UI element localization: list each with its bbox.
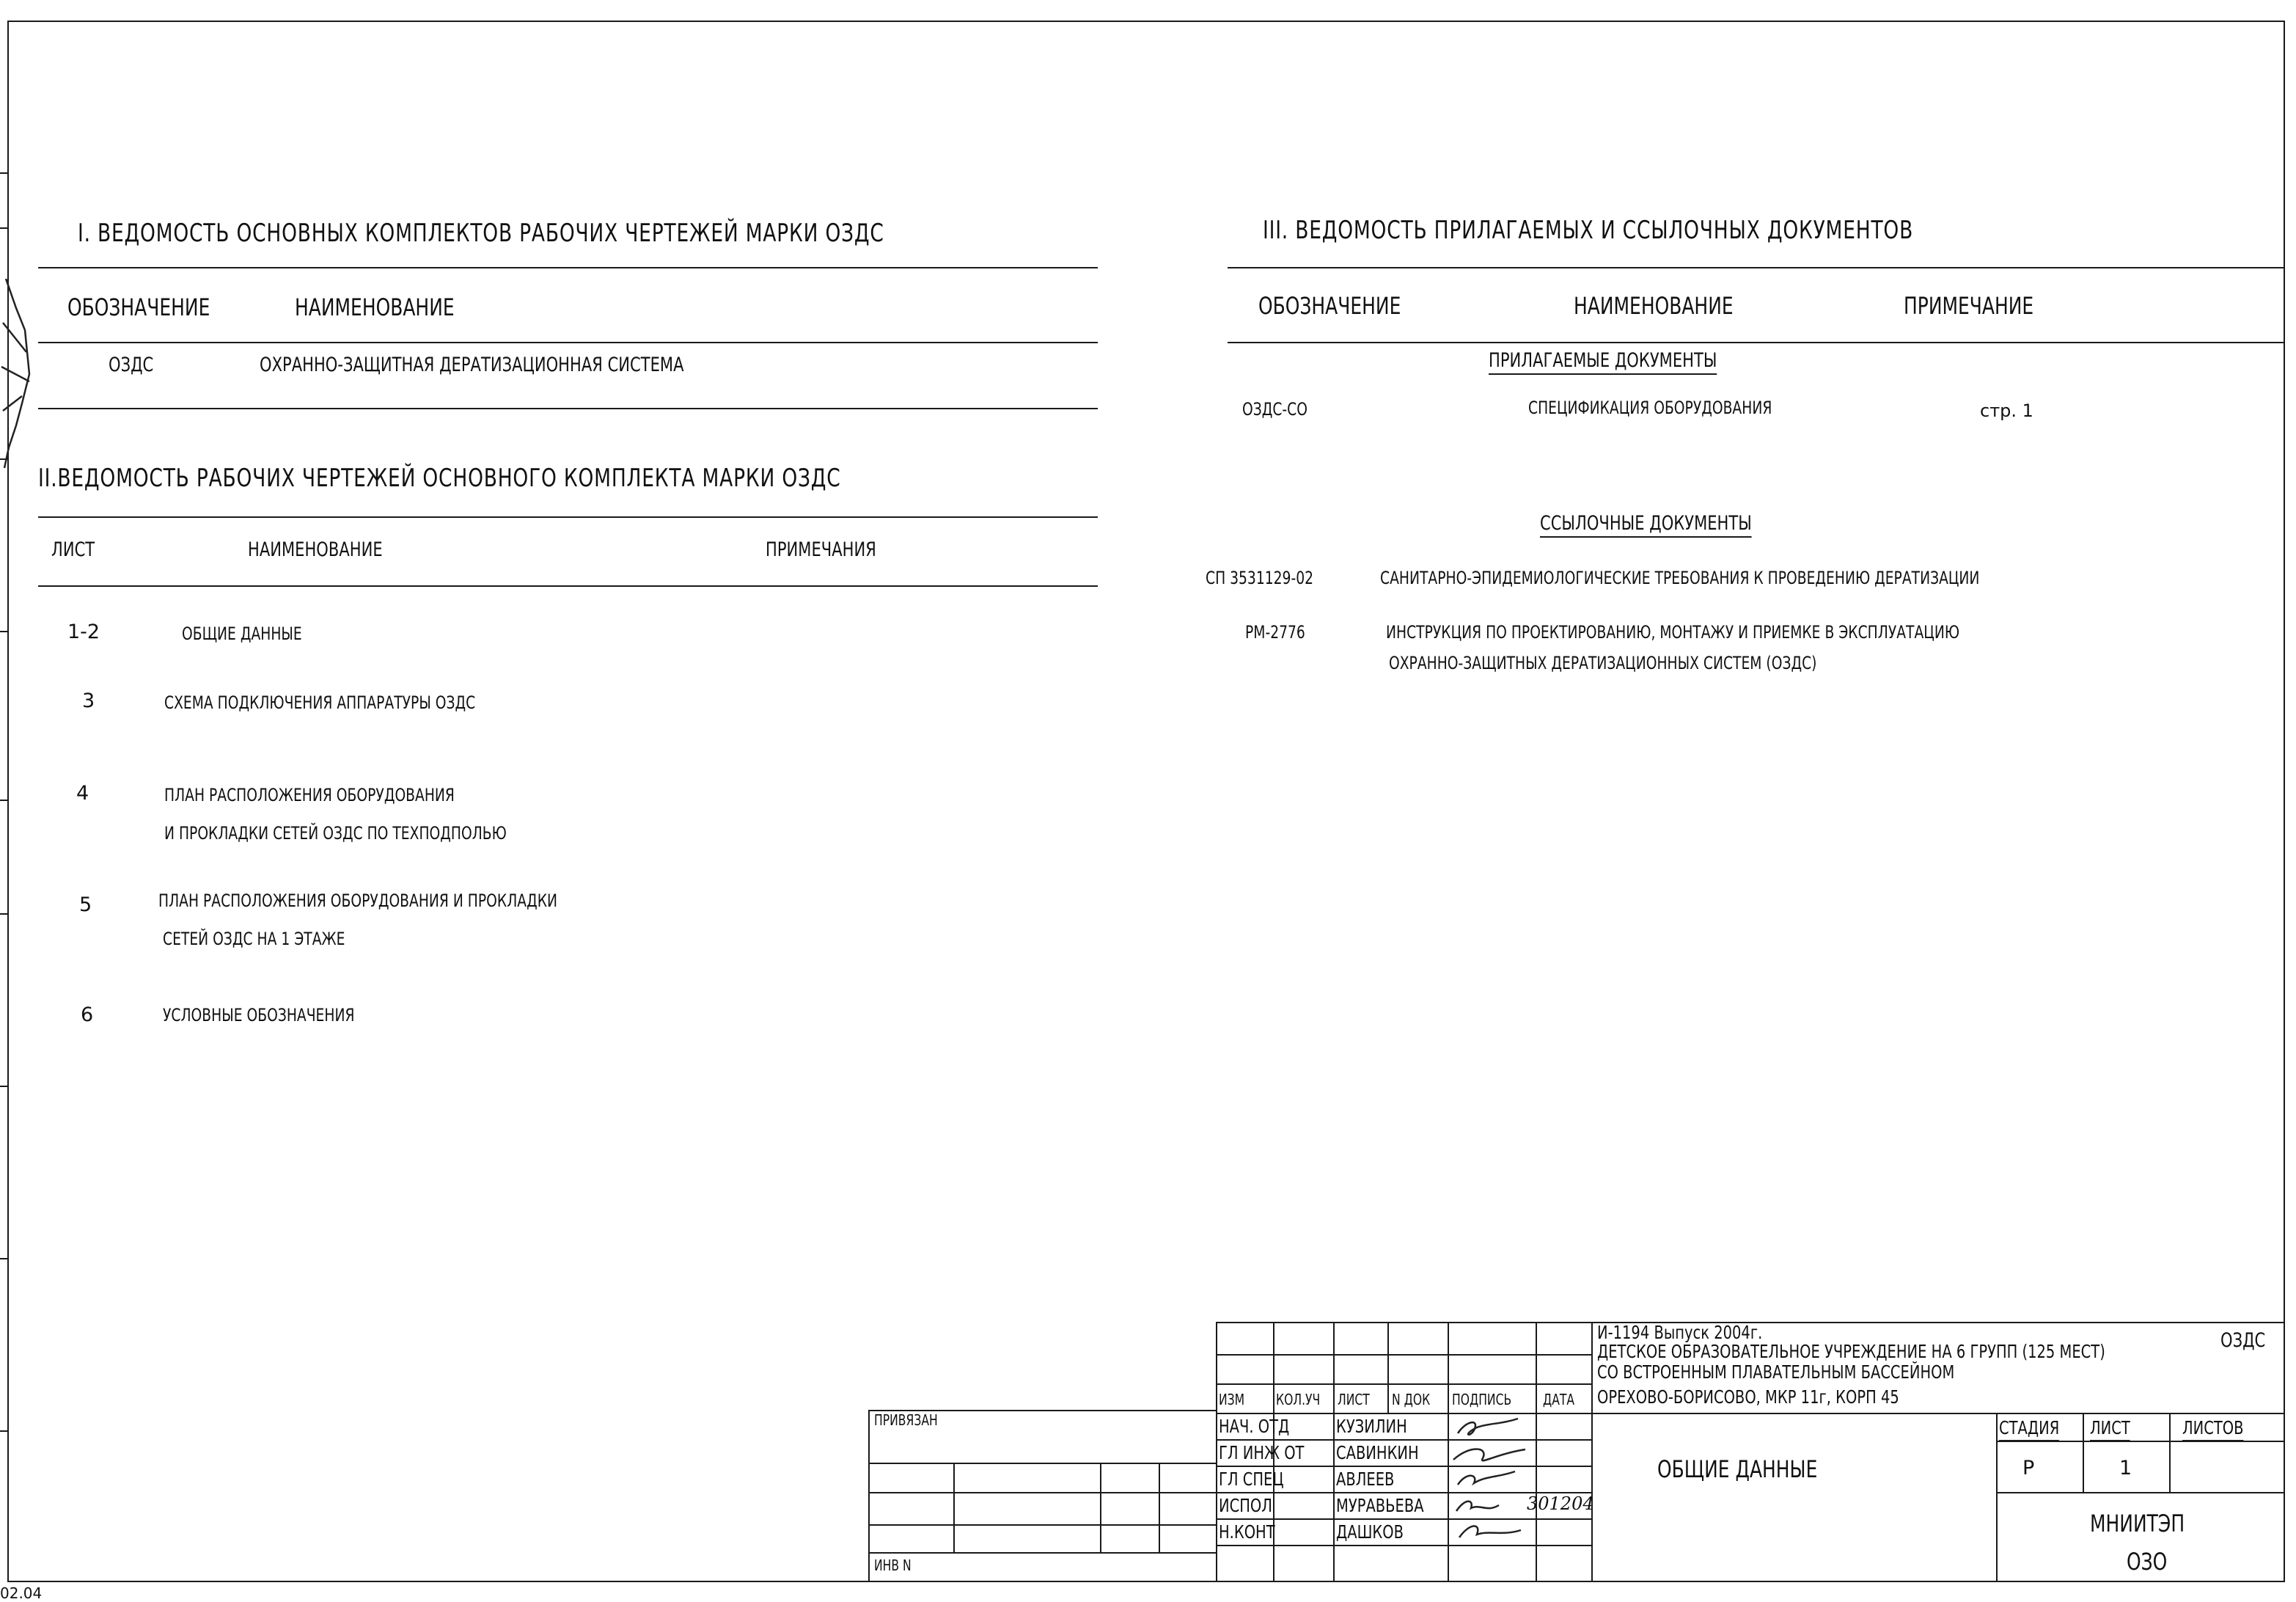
binding-mark bbox=[0, 279, 32, 469]
stage-value: Р bbox=[2022, 1457, 2035, 1480]
section-2-title: II.ВЕДОМОСТЬ РАБОЧИХ ЧЕРТЕЖЕЙ ОСНОВНОГО КОМПЛЕКТА МАРКИ ОЗДС bbox=[38, 464, 841, 493]
stamp-person-name: АВЛЕЕВ bbox=[1336, 1468, 1395, 1490]
stamp-col-list: ЛИСТ bbox=[1338, 1391, 1370, 1408]
section-2-row-sheet: 4 bbox=[76, 782, 89, 805]
section-1-col-designation: ОБОЗНАЧЕНИЕ bbox=[67, 293, 210, 321]
reference-doc-designation: РМ-2776 bbox=[1245, 622, 1305, 643]
reference-doc-designation: СП 3531129-02 bbox=[1206, 568, 1314, 588]
handwritten-date: 301204 bbox=[1527, 1493, 1594, 1514]
stamp-col-data: ДАТА bbox=[1543, 1391, 1575, 1408]
section-2-col-notes: ПРИМЕЧАНИЯ bbox=[766, 538, 876, 561]
section-1-row-name: ОХРАННО-ЗАЩИТНАЯ ДЕРАТИЗАЦИОННАЯ СИСТЕМА bbox=[260, 354, 684, 376]
section-2-row-name: УСЛОВНЫЕ ОБОЗНАЧЕНИЯ bbox=[163, 1005, 355, 1025]
inventory-number-label: ИНВ N bbox=[874, 1557, 912, 1574]
reference-doc-name-cont: ОХРАННО-ЗАЩИТНЫХ ДЕРАТИЗАЦИОННЫХ СИСТЕМ (ОЗДС) bbox=[1389, 653, 1817, 673]
section-1-top-rule bbox=[38, 267, 1098, 268]
project-line-3: СО ВСТРОЕННЫМ ПЛАВАТЕЛЬНЫМ БАССЕЙНОМ bbox=[1597, 1361, 1955, 1383]
project-line-1: И-1194 Выпуск 2004г. bbox=[1597, 1322, 1763, 1343]
stamp-person-name: МУРАВЬЕВА bbox=[1336, 1495, 1424, 1516]
section-2-col-sheet: ЛИСТ bbox=[51, 538, 95, 561]
section-3-top-rule bbox=[1228, 267, 2284, 268]
sheets-label: ЛИСТОВ bbox=[2182, 1417, 2244, 1441]
section-3-title: III. ВЕДОМОСТЬ ПРИЛАГАЕМЫХ И ССЫЛОЧНЫХ ДОКУМЕНТОВ bbox=[1263, 216, 1914, 245]
sheet-value: 1 bbox=[2119, 1457, 2132, 1480]
attached-doc-note: стр. 1 bbox=[1980, 400, 2033, 421]
section-1-header-rule bbox=[38, 342, 1098, 343]
section-2-row-sheet: 6 bbox=[81, 1003, 94, 1026]
section-2-row-sheet: 5 bbox=[79, 893, 92, 916]
section-1-bottom-rule bbox=[38, 408, 1098, 409]
stamp-col-izm: ИЗМ bbox=[1219, 1391, 1245, 1408]
section-1-row-designation: ОЗДС bbox=[109, 354, 154, 376]
attached-doc-designation: ОЗДС-СО bbox=[1242, 399, 1307, 420]
stamp-col-podpis: ПОДПИСЬ bbox=[1452, 1391, 1512, 1408]
stamp-col-koluch: КОЛ.УЧ bbox=[1276, 1391, 1321, 1408]
attached-docs-heading: ПРИЛАГАЕМЫЕ ДОКУМЕНТЫ bbox=[1489, 349, 1717, 372]
stamp-person-name: КУЗИЛИН bbox=[1336, 1416, 1407, 1437]
project-line-2: ДЕТСКОЕ ОБРАЗОВАТЕЛЬНОЕ УЧРЕЖДЕНИЕ НА 6 ГРУПП (125 МЕСТ) bbox=[1597, 1341, 2105, 1362]
sheet-label: ЛИСТ bbox=[2090, 1417, 2130, 1441]
stage-label: СТАДИЯ bbox=[1999, 1417, 2059, 1441]
stamp-col-ndok: N ДОК bbox=[1392, 1391, 1431, 1408]
section-1-title: I. ВЕДОМОСТЬ ОСНОВНЫХ КОМПЛЕКТОВ РАБОЧИХ ЧЕРТЕЖЕЙ МАРКИ ОЗДС bbox=[78, 219, 884, 248]
section-2-row-sheet: 1-2 bbox=[67, 621, 100, 643]
frame-right bbox=[2284, 21, 2285, 1582]
project-line-4: ОРЕХОВО-БОРИСОВО, МКР 11г, КОРП 45 bbox=[1597, 1386, 1899, 1408]
section-2-row-sheet: 3 bbox=[82, 690, 95, 712]
privyazan-label: ПРИВЯЗАН bbox=[874, 1411, 938, 1429]
stamp-role: Н.КОНТ bbox=[1219, 1521, 1275, 1543]
stamp-role: ГЛ ИНЖ ОТ bbox=[1219, 1442, 1305, 1463]
section-2-row-name: ПЛАН РАСПОЛОЖЕНИЯ ОБОРУДОВАНИЯ bbox=[164, 785, 455, 805]
organization-name: МНИИТЭП bbox=[2090, 1510, 2185, 1537]
reference-docs-heading: ССЫЛОЧНЫЕ ДОКУМЕНТЫ bbox=[1540, 512, 1752, 535]
stamp-person-name: ДАШКОВ bbox=[1336, 1521, 1404, 1543]
frame-bottom bbox=[7, 1581, 2285, 1582]
project-code: ОЗДС bbox=[2220, 1329, 2266, 1352]
section-3-header-rule bbox=[1228, 342, 2284, 343]
sheet-title: ОБЩИЕ ДАННЫЕ bbox=[1657, 1455, 1818, 1483]
organization-dept: ОЗО bbox=[2127, 1548, 2168, 1576]
section-1-col-name: НАИМЕНОВАНИЕ bbox=[295, 293, 455, 321]
attached-doc-name: СПЕЦИФИКАЦИЯ ОБОРУДОВАНИЯ bbox=[1528, 398, 1772, 418]
frame-top bbox=[7, 21, 2285, 22]
stamp-role: НАЧ. ОТД bbox=[1219, 1416, 1290, 1437]
section-3-col-name: НАИМЕНОВАНИЕ bbox=[1574, 292, 1734, 320]
section-2-header-rule bbox=[38, 585, 1098, 587]
section-2-top-rule bbox=[38, 516, 1098, 518]
reference-doc-name: ИНСТРУКЦИЯ ПО ПРОЕКТИРОВАНИЮ, МОНТАЖУ И ПРИЕМКЕ В ЭКСПЛУАТАЦИЮ bbox=[1386, 622, 1960, 643]
stamp-role: ГЛ СПЕЦ bbox=[1219, 1468, 1284, 1490]
section-2-row-name-cont: И ПРОКЛАДКИ СЕТЕЙ ОЗДС ПО ТЕХПОДПОЛЬЮ bbox=[164, 823, 507, 844]
corner-note: 02.04 bbox=[0, 1584, 43, 1602]
section-2-row-name: СХЕМА ПОДКЛЮЧЕНИЯ АППАРАТУРЫ ОЗДС bbox=[164, 692, 476, 713]
section-3-col-note: ПРИМЕЧАНИЕ bbox=[1904, 292, 2034, 320]
stamp-person-name: САВИНКИН bbox=[1336, 1442, 1419, 1463]
signature bbox=[1445, 1413, 1555, 1545]
stamp-role: ИСПОЛ bbox=[1219, 1495, 1272, 1516]
frame-left bbox=[7, 21, 9, 1582]
section-2-col-name: НАИМЕНОВАНИЕ bbox=[248, 538, 383, 561]
section-2-row-name: ОБЩИЕ ДАННЫЕ bbox=[182, 623, 302, 644]
section-2-row-name: ПЛАН РАСПОЛОЖЕНИЯ ОБОРУДОВАНИЯ И ПРОКЛАДКИ bbox=[158, 890, 558, 911]
reference-doc-name: САНИТАРНО-ЭПИДЕМИОЛОГИЧЕСКИЕ ТРЕБОВАНИЯ К ПРОВЕДЕНИЮ ДЕРАТИЗАЦИИ bbox=[1380, 568, 1980, 588]
section-2-row-name-cont: СЕТЕЙ ОЗДС НА 1 ЭТАЖЕ bbox=[163, 929, 345, 949]
section-3-col-designation: ОБОЗНАЧЕНИЕ bbox=[1258, 292, 1401, 320]
